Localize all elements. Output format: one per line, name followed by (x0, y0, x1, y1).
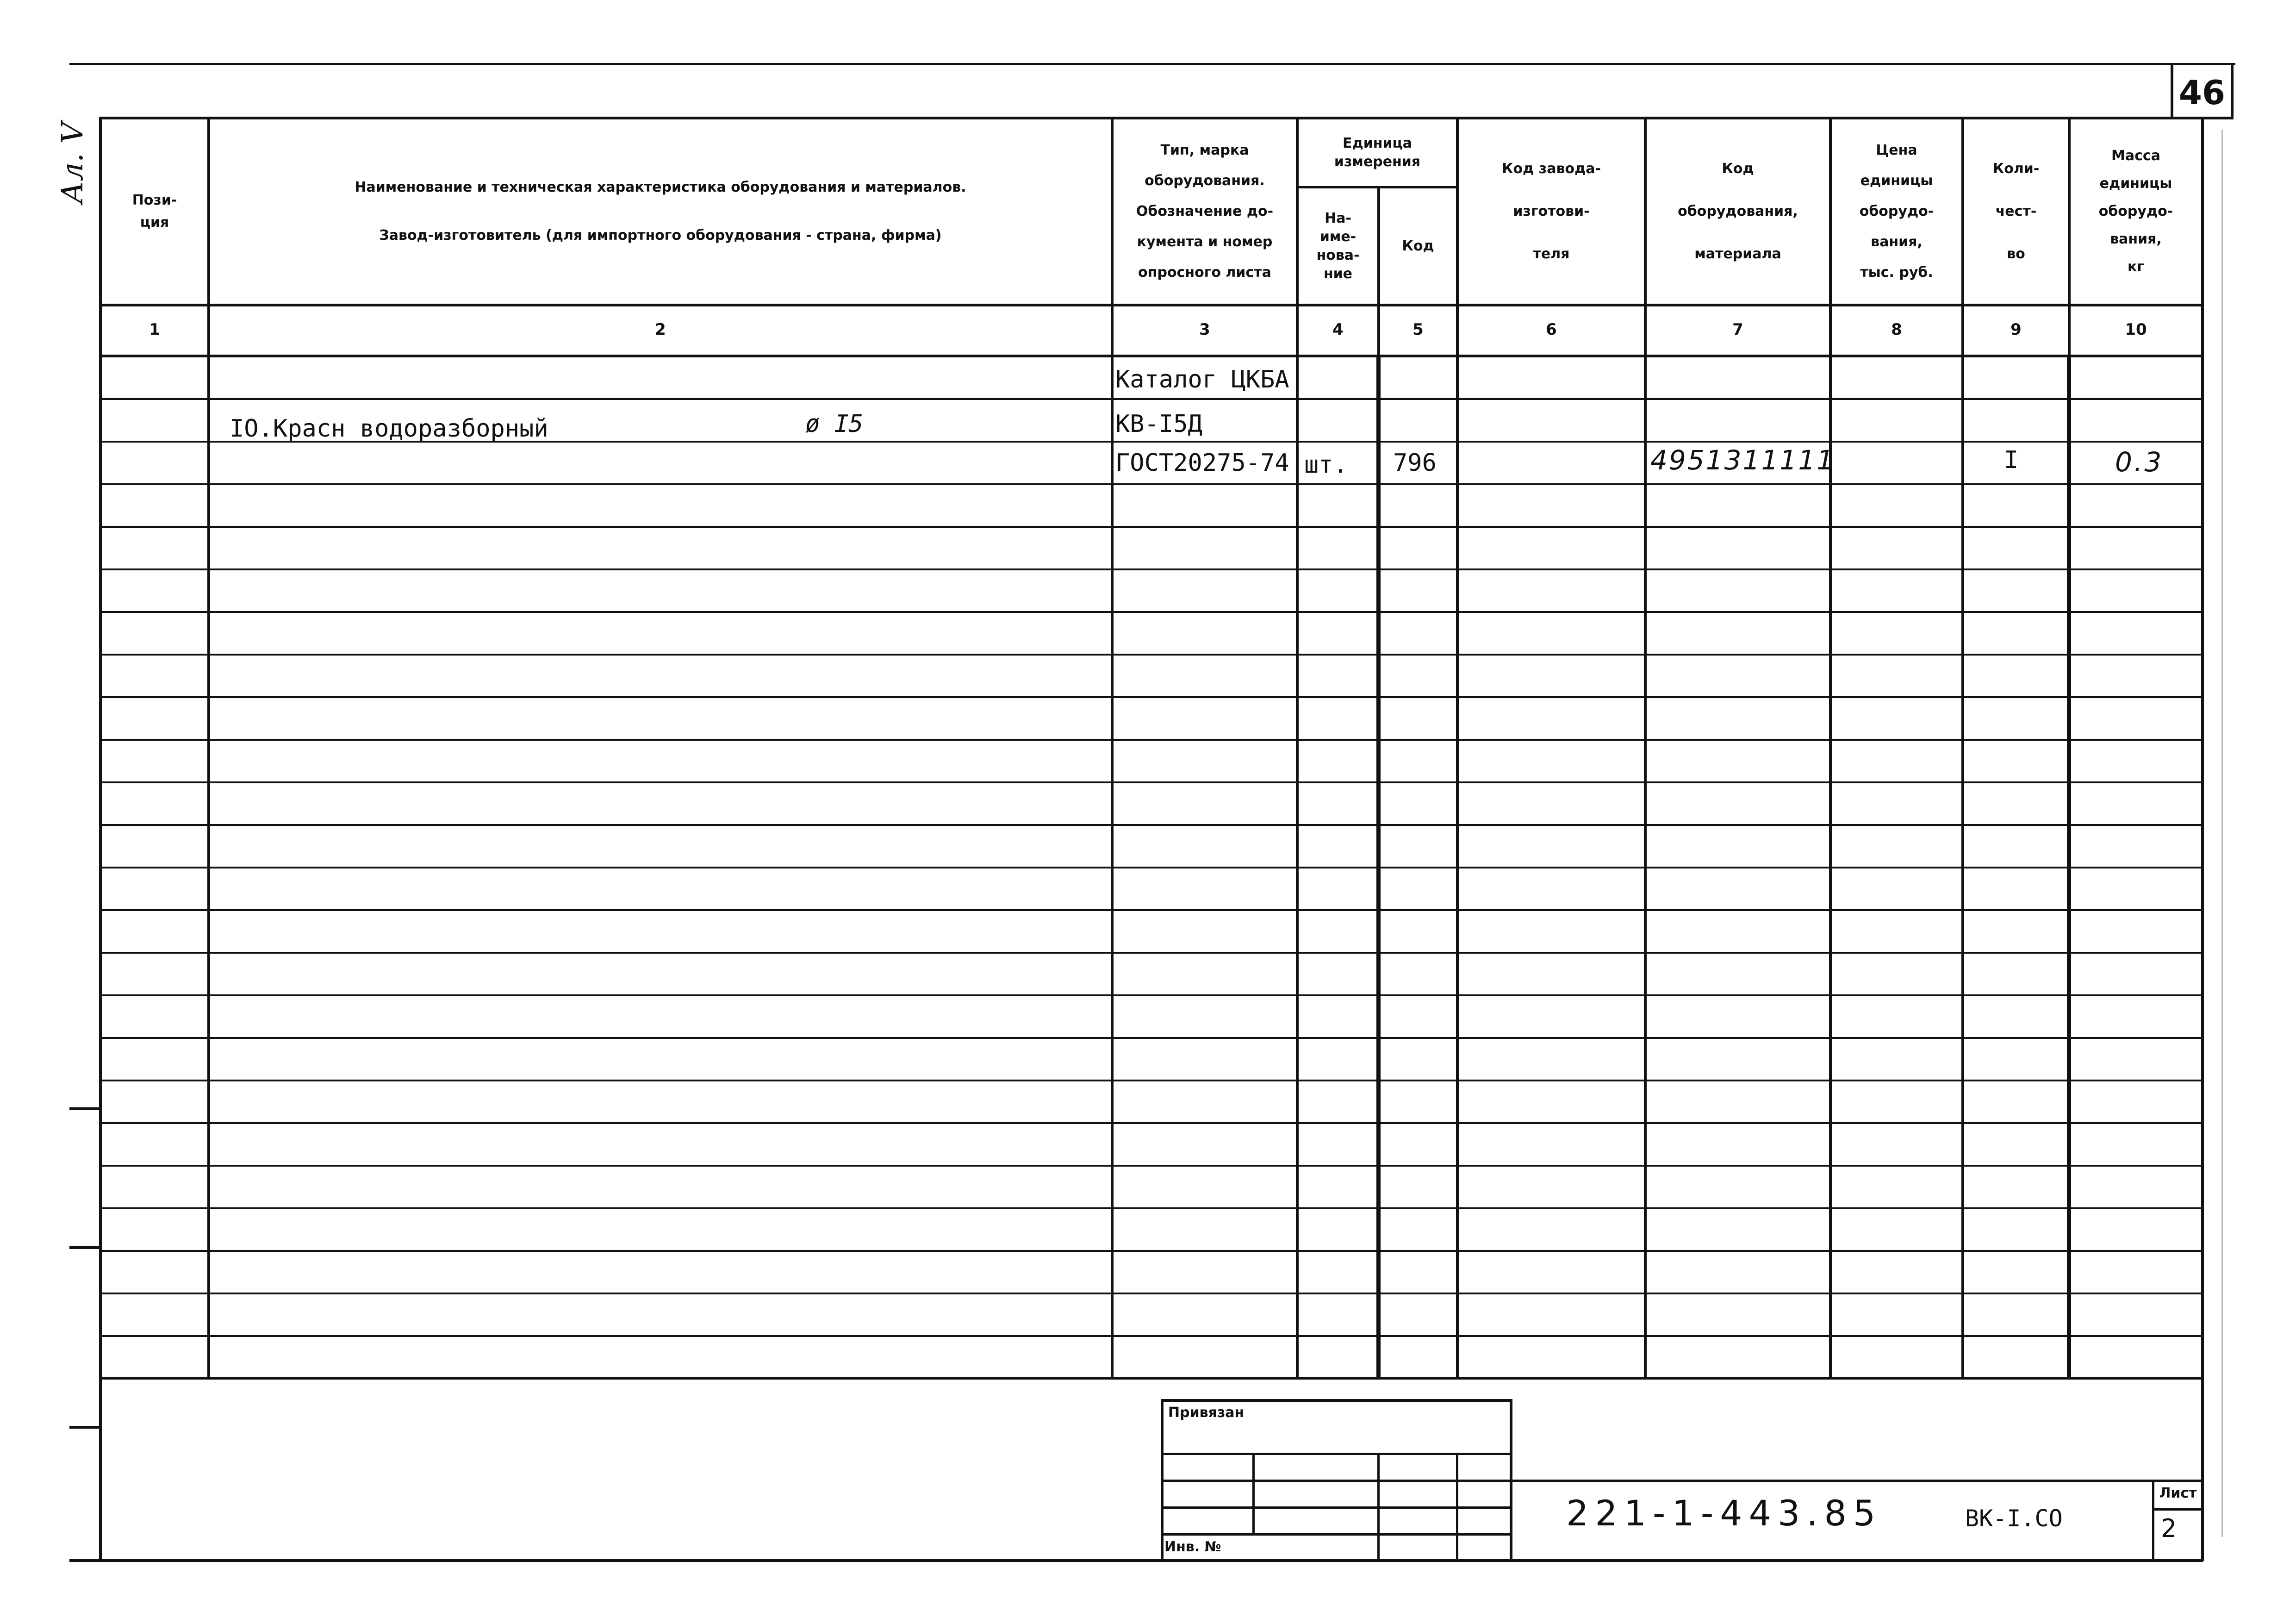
header-col2-line1: Наименование и техническая характеристика оборудования и материалов. (355, 179, 966, 195)
header-col8: Цена единицы оборудо- вания, тыс. руб. (1859, 142, 1934, 281)
stamp-sheet-label: Лист (2159, 1485, 2197, 1501)
header-col1: Пози- ция (132, 192, 177, 231)
col-number-7: 7 (1732, 320, 1743, 339)
row2-item-diameter: ø I5 (805, 410, 864, 438)
header-col5: Код (1402, 238, 1434, 254)
col-number-3: 3 (1199, 320, 1210, 339)
header-col9: Коли- чест- во (1992, 161, 2040, 262)
header-col7: Код оборудования, материала (1678, 161, 1798, 262)
col-number-9: 9 (2010, 320, 2022, 339)
frame-right (2201, 117, 2204, 1561)
header-col4: На- име- нова- ние (1316, 210, 1360, 282)
row3-mass: 0.3 (2115, 446, 2164, 478)
row3-type-standard: ГОСТ20275-74 (1115, 449, 1289, 477)
side-stamp: Ал. V (56, 122, 90, 204)
row2-item-name: IO.Красн водоразборный (230, 415, 548, 443)
col-number-2: 2 (655, 320, 666, 339)
header-col6: Код завода- изготови- теля (1502, 161, 1601, 262)
header-col10: Масса единицы оборудо- вания, кг (2098, 148, 2173, 275)
col-number-1: 1 (149, 320, 160, 339)
col-number-8: 8 (1891, 320, 1902, 339)
col-number-6: 6 (1546, 320, 1557, 339)
stamp-document-code: 221-1-443.85 (1566, 1493, 1882, 1534)
stamp-inventory-label: Инв. № (1164, 1539, 1221, 1555)
row1-type-catalog: Каталог ЦКБА (1115, 366, 1289, 394)
row2-type-mark: КВ-I5Д (1115, 410, 1202, 438)
col-number-4: 4 (1332, 320, 1344, 339)
stamp-bound-label: Привязан (1168, 1405, 1244, 1421)
row3-quantity: I (2004, 446, 2019, 474)
row3-unit-code: 796 (1393, 449, 1437, 477)
row3-unit-name: шт. (1304, 451, 1348, 479)
stamp-sheet-value: 2 (2160, 1514, 2177, 1543)
header-col2 (210, 119, 1111, 304)
row3-equipment-code: 4951311111 (1650, 444, 1836, 476)
col-number-10: 10 (2125, 320, 2147, 339)
header-col2-line2: Завод-изготовитель (для импортного оборудования - страна, фирма) (379, 227, 942, 244)
sheet-number-top: 46 (2178, 73, 2226, 112)
top-border-line (69, 63, 2235, 65)
bottom-border-line (69, 1559, 2203, 1562)
header-unit-group: Единица измерения (1334, 135, 1421, 170)
stamp-document-mark: ВК-I.CO (1965, 1505, 2063, 1532)
col-number-5: 5 (1412, 320, 1424, 339)
header-col3: Тип, марка оборудования. Обозначение до- кумента и номер опросного листа (1136, 142, 1274, 281)
